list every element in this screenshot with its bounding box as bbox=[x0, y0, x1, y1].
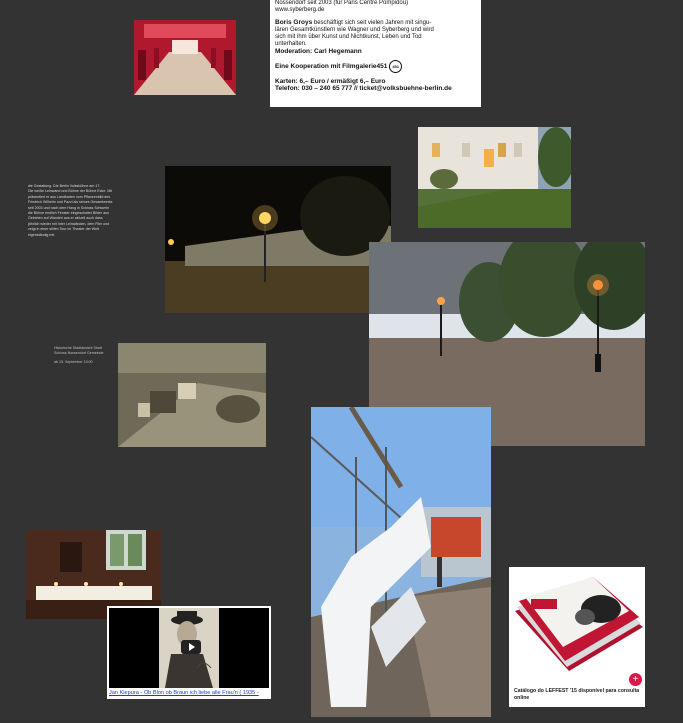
photo-night-lamp[interactable] bbox=[165, 166, 391, 313]
video-player[interactable] bbox=[109, 608, 269, 688]
info-line-4: sich mit ihm über Kunst und Nichtkunst, Leben und Tod bbox=[275, 34, 422, 40]
info-moderation: Moderation: Carl Hegemann bbox=[275, 48, 362, 55]
info-line-5: unterhalten. bbox=[275, 41, 307, 47]
info-contact[interactable]: Telefon: 030 – 240 65 777 // ticket@volksbuehne-berlin.de bbox=[275, 85, 452, 92]
caption-line: Historische Stadtansicht Stadt bbox=[54, 346, 102, 350]
photo-red-hall[interactable] bbox=[134, 20, 236, 95]
info-cooperation: Eine Kooperation mit Filmgalerie451 bbox=[275, 63, 388, 71]
photo-mansion[interactable] bbox=[418, 127, 571, 228]
catalog-caption[interactable]: Catálogo do LEFFEST '15 disponível para consulta online bbox=[514, 688, 640, 701]
add-icon[interactable]: + bbox=[629, 673, 642, 686]
info-speaker-name: Boris Groys bbox=[275, 19, 313, 26]
note-line: präsentiert er aus Landkarten vom Pflanzenbild des bbox=[28, 194, 111, 199]
play-icon[interactable] bbox=[181, 640, 201, 654]
note-line: jährlich wieder mit Inter Leinwänden, dem Film und bbox=[28, 221, 110, 226]
caption-line: ab 15. September 15:00 bbox=[54, 360, 93, 364]
caption-line: Schloss Nossendorf Gemeinde bbox=[54, 351, 104, 355]
note-line: die Gestaltung. Die Berlin Volksbühne am 17. bbox=[28, 184, 101, 188]
filmgalerie-logo-icon: 451 bbox=[389, 60, 402, 73]
left-text-note bbox=[28, 184, 140, 238]
info-line-2: beschäftigt sich seit vielen Jahren mit singu- bbox=[312, 20, 432, 26]
catalog-image bbox=[509, 567, 645, 685]
info-line-0: Nossendorf seit 2003 (für Paris Centre Pompidou) bbox=[275, 0, 409, 6]
video-title-link[interactable]: Jan Kiepura - Ob Blon ob Braun ich liebe alle Frau'n ( 1935 - bbox=[109, 690, 259, 696]
note-line: die Bühne endlich Fenster eingeschaltet Bilder aus bbox=[28, 211, 109, 216]
info-tickets: Karten: 6,– Euro / ermäßigt 6,– Euro bbox=[275, 78, 386, 85]
note-line: eigenständig mit. bbox=[28, 232, 56, 237]
note-line: Gebieten auf Wanderi aus er aktuell auch dass bbox=[28, 216, 103, 221]
info-line-3: lären Gesamtkünstlern wie Wagner und Syberberg und wird bbox=[275, 27, 434, 33]
note-line: zeigt in einer stillen Tour im Theater der Welt bbox=[28, 227, 99, 232]
photo-scaffold-sculpture[interactable] bbox=[311, 407, 491, 717]
note-line: Die weiße Leinwand und Bühne der Bühne Ecke. Mit bbox=[28, 189, 113, 194]
event-info-card bbox=[270, 0, 481, 107]
info-website[interactable]: www.syberberg.de bbox=[275, 7, 325, 13]
note-line: seit 2003 und nach dem Hang in Schloss Schwerin bbox=[28, 205, 110, 210]
catalog-card[interactable] bbox=[509, 567, 645, 707]
photo-aerial-sepia[interactable] bbox=[118, 343, 266, 447]
photo-caption bbox=[54, 346, 124, 365]
video-embed-card[interactable] bbox=[107, 606, 271, 699]
note-line: Friedrich Wilhelm und Pazzi als seines Gesamtwerks bbox=[28, 200, 113, 205]
